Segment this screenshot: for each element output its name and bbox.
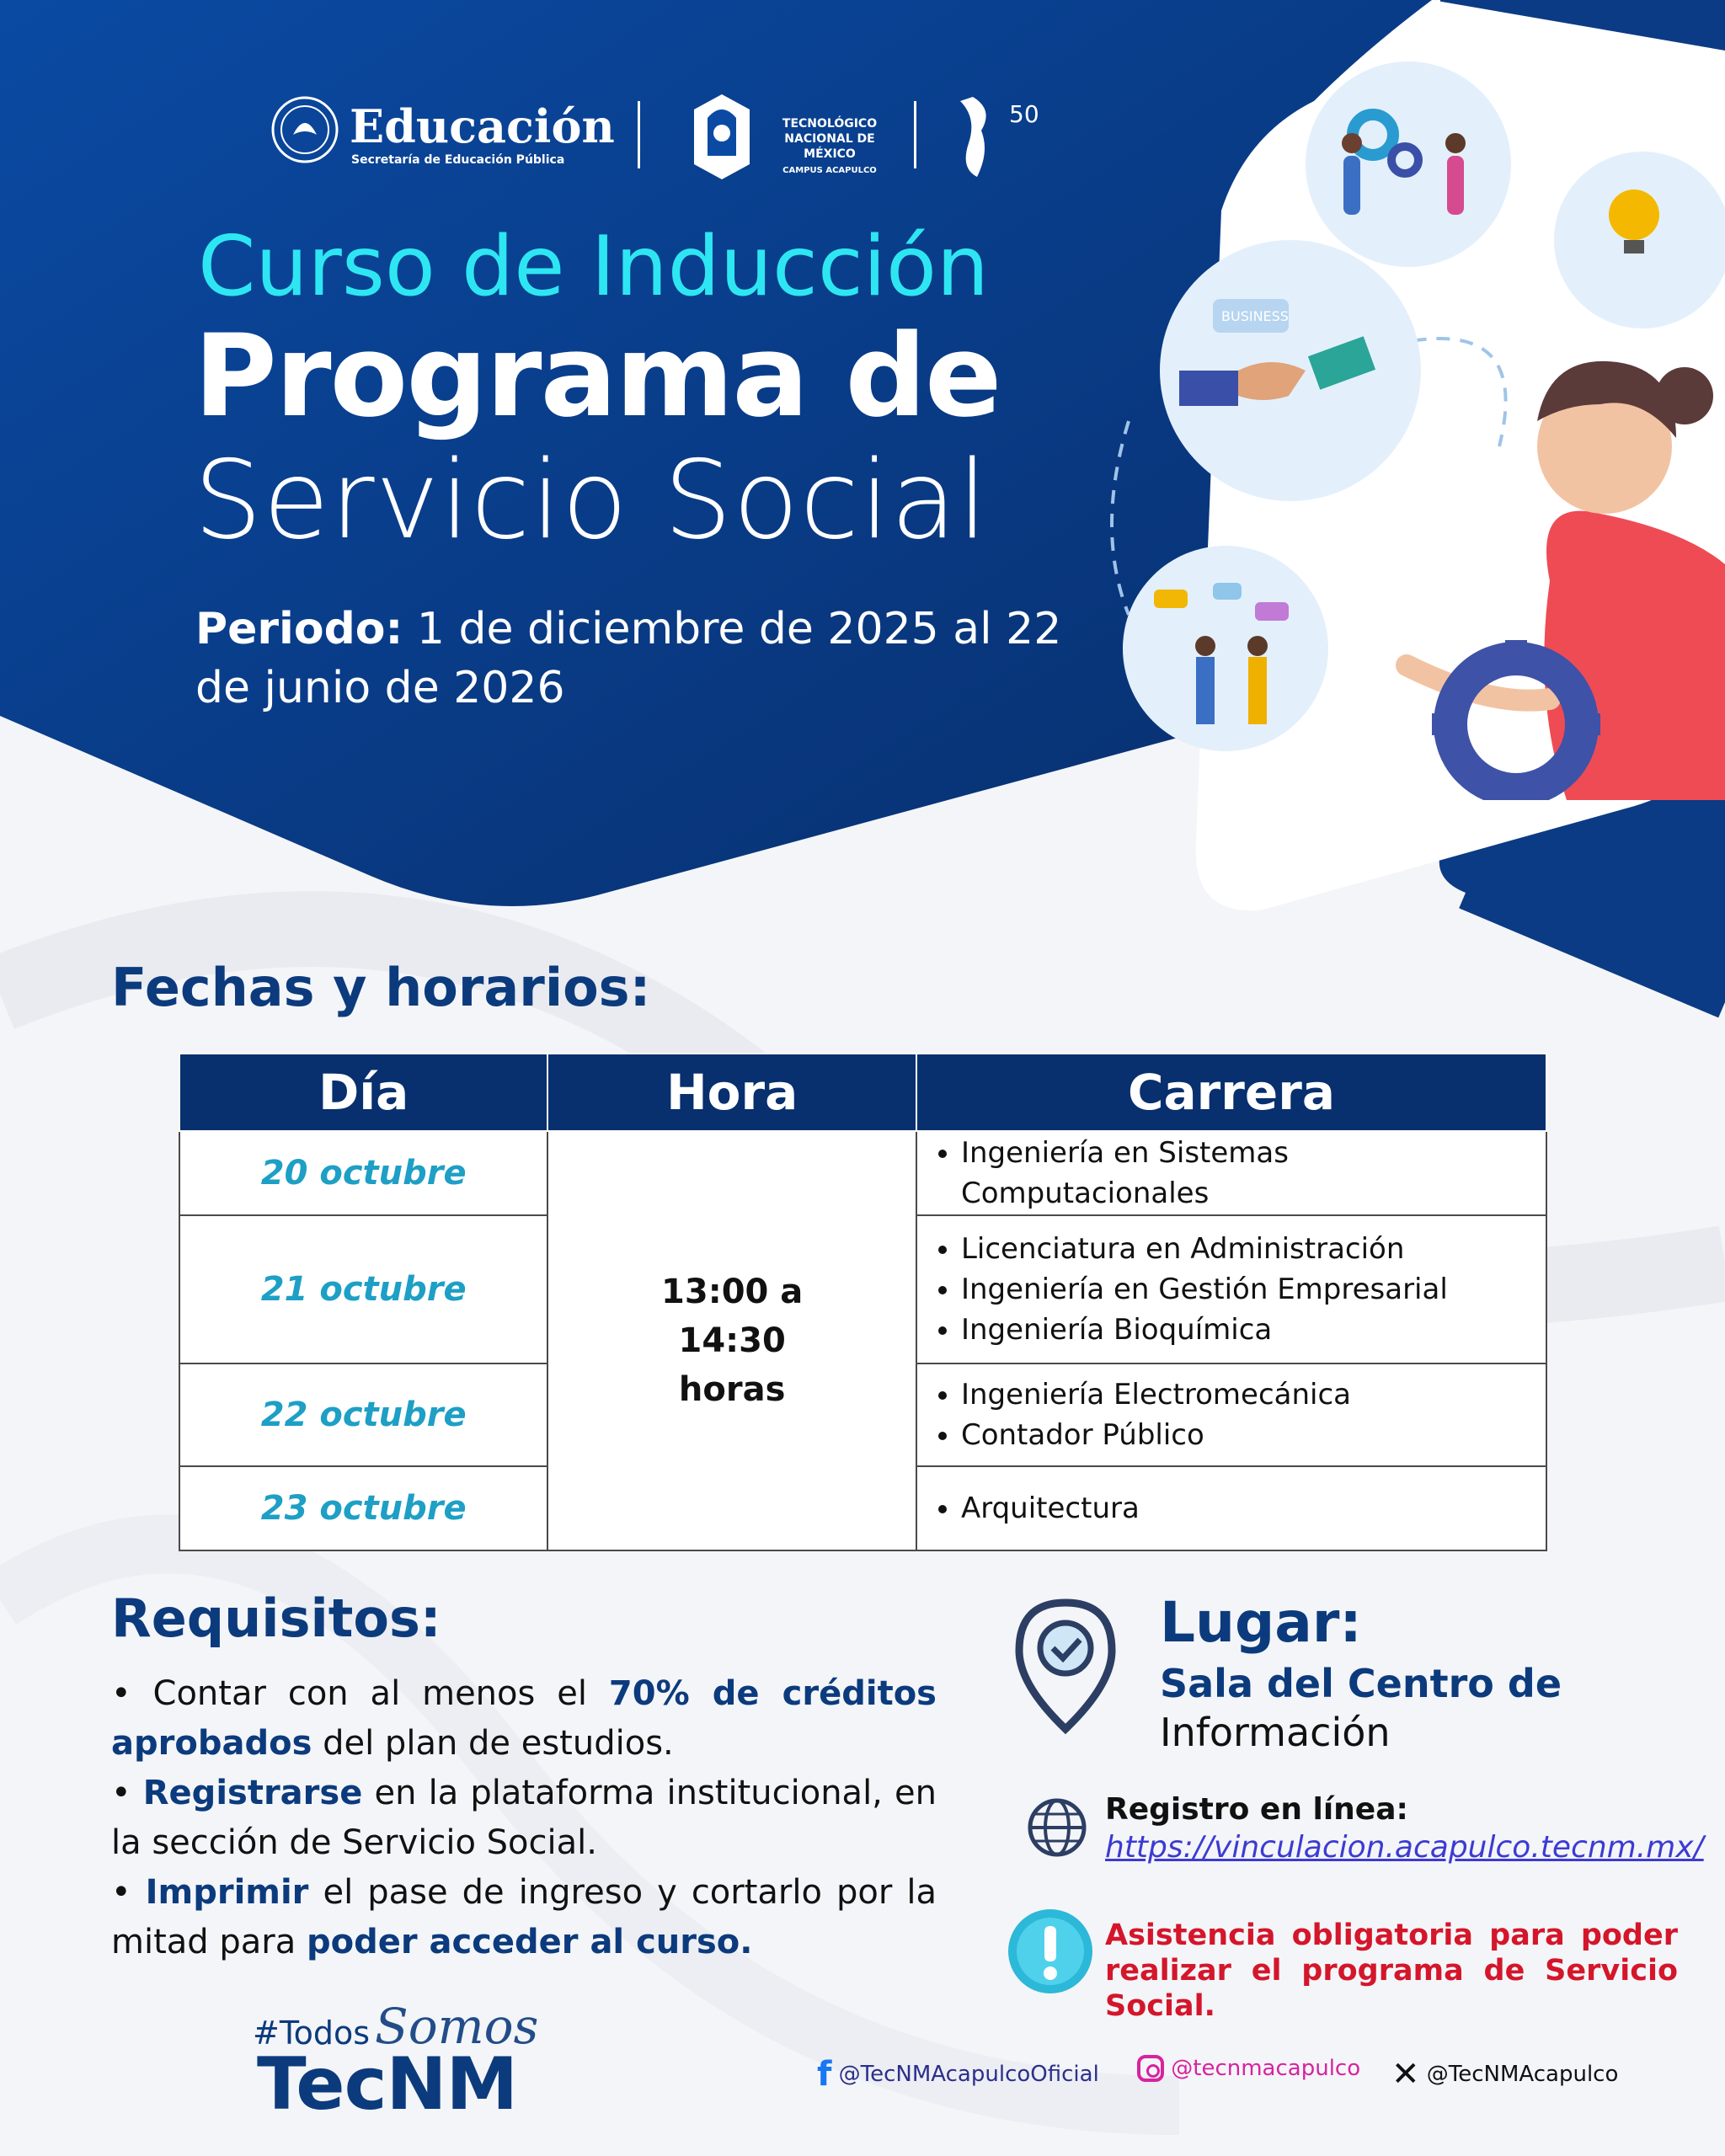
requirements-heading: Requisitos: xyxy=(111,1588,441,1649)
requirement-item: • Registrarse en la plataforma institucional, en la sección de Servicio Social. xyxy=(111,1774,937,1862)
career-cell xyxy=(916,1215,1546,1364)
course-title: Curso de Inducción xyxy=(198,219,990,315)
day-cell: 20 octubre xyxy=(179,1131,547,1215)
attendance-warning: Asistencia obligatoria para poder realizar el programa de Servicio Social. xyxy=(1105,1919,1678,2023)
lightbulb-icon xyxy=(1609,189,1659,240)
career-item: • Ingeniería en Gestión Empresarial xyxy=(961,1269,1546,1310)
career-cell xyxy=(916,1466,1546,1550)
x-icon: ✕ xyxy=(1391,2055,1420,2094)
place-line2: Información xyxy=(1160,1710,1391,1755)
facebook-icon: f xyxy=(817,2055,832,2094)
requirement-item: • Imprimir el pase de ingreso y cortarlo por la mitad para poder acceder al curso. xyxy=(111,1873,937,1961)
x-link[interactable]: ✕ @TecNMAcapulco xyxy=(1391,2055,1619,2094)
instagram-icon xyxy=(1137,2055,1164,2082)
day-cell: 22 octubre xyxy=(179,1364,547,1466)
facebook-link[interactable]: f @TecNMAcapulcoOficial xyxy=(817,2055,1099,2094)
column-header-day: Día xyxy=(179,1054,547,1131)
registration-link[interactable]: https://vinculacion.acapulco.tecnm.mx/ xyxy=(1105,1830,1704,1865)
edu-title: Educación xyxy=(350,99,615,153)
divider xyxy=(638,101,640,168)
day-cell: 23 octubre xyxy=(179,1466,547,1550)
career-item: • Ingeniería Electromecánica xyxy=(961,1374,1546,1415)
illustration xyxy=(1095,59,1725,800)
day-cell: 21 octubre xyxy=(179,1215,547,1364)
instagram-link[interactable]: @tecnmacapulco xyxy=(1137,2055,1360,2082)
tecnm-logo-icon xyxy=(691,93,754,181)
service-title: Servicio Social xyxy=(194,438,989,563)
registration-label: Registro en línea: xyxy=(1105,1792,1408,1827)
requirement-item: • Contar con al menos el 70% de créditos aprobados del plan de estudios. xyxy=(111,1674,937,1763)
schedule-heading: Fechas y horarios: xyxy=(111,957,651,1018)
divider xyxy=(914,101,916,168)
program-title: Programa de xyxy=(194,310,1001,442)
career-cell xyxy=(916,1131,1546,1215)
mexico-seal-icon xyxy=(270,94,341,166)
business-bubble: BUSINESS xyxy=(1221,308,1289,324)
career-item: • Ingeniería en Sistemas Computacionales xyxy=(961,1133,1546,1214)
edu-subtitle: Secretaría de Educación Pública xyxy=(351,153,565,167)
exclamation-icon xyxy=(1007,1908,1095,1996)
column-header-hour: Hora xyxy=(547,1054,916,1131)
period-text: Periodo: 1 de diciembre de 2025 al 22 de junio de 2026 xyxy=(195,604,1062,713)
place-line1: Sala del Centro de xyxy=(1160,1661,1562,1706)
table-row xyxy=(179,1131,1546,1215)
talk-circle xyxy=(1123,546,1328,751)
career-item: • Arquitectura xyxy=(961,1488,1546,1529)
teamwork-circle xyxy=(1306,61,1511,267)
tecnm-wordmark: TecNM xyxy=(257,2042,518,2127)
career-cell xyxy=(916,1364,1546,1466)
hour-cell: 13:00 a 14:30 horas xyxy=(547,1131,916,1550)
tec-name: TECNOLÓGICO NACIONAL DE MÉXICO CAMPUS ACAPULCO xyxy=(782,117,878,175)
globe-icon xyxy=(1023,1794,1091,1861)
career-item: • Licenciatura en Administración xyxy=(961,1229,1546,1269)
place-heading: Lugar: xyxy=(1160,1590,1362,1655)
anniversary-number: 50 xyxy=(1009,100,1039,128)
schedule-table xyxy=(179,1053,1547,1551)
header-logos xyxy=(270,93,1061,185)
location-pin-icon xyxy=(1011,1596,1120,1735)
hashtag-todos: #Todos xyxy=(253,2015,371,2052)
column-header-career: Carrera xyxy=(916,1054,1546,1131)
career-item: • Contador Público xyxy=(961,1415,1546,1455)
anniversary-logo-icon xyxy=(943,93,1053,181)
hashtag-somos: Somos xyxy=(375,1998,539,2055)
requirements-list xyxy=(111,1669,937,1967)
career-item: • Ingeniería Bioquímica xyxy=(961,1310,1546,1350)
